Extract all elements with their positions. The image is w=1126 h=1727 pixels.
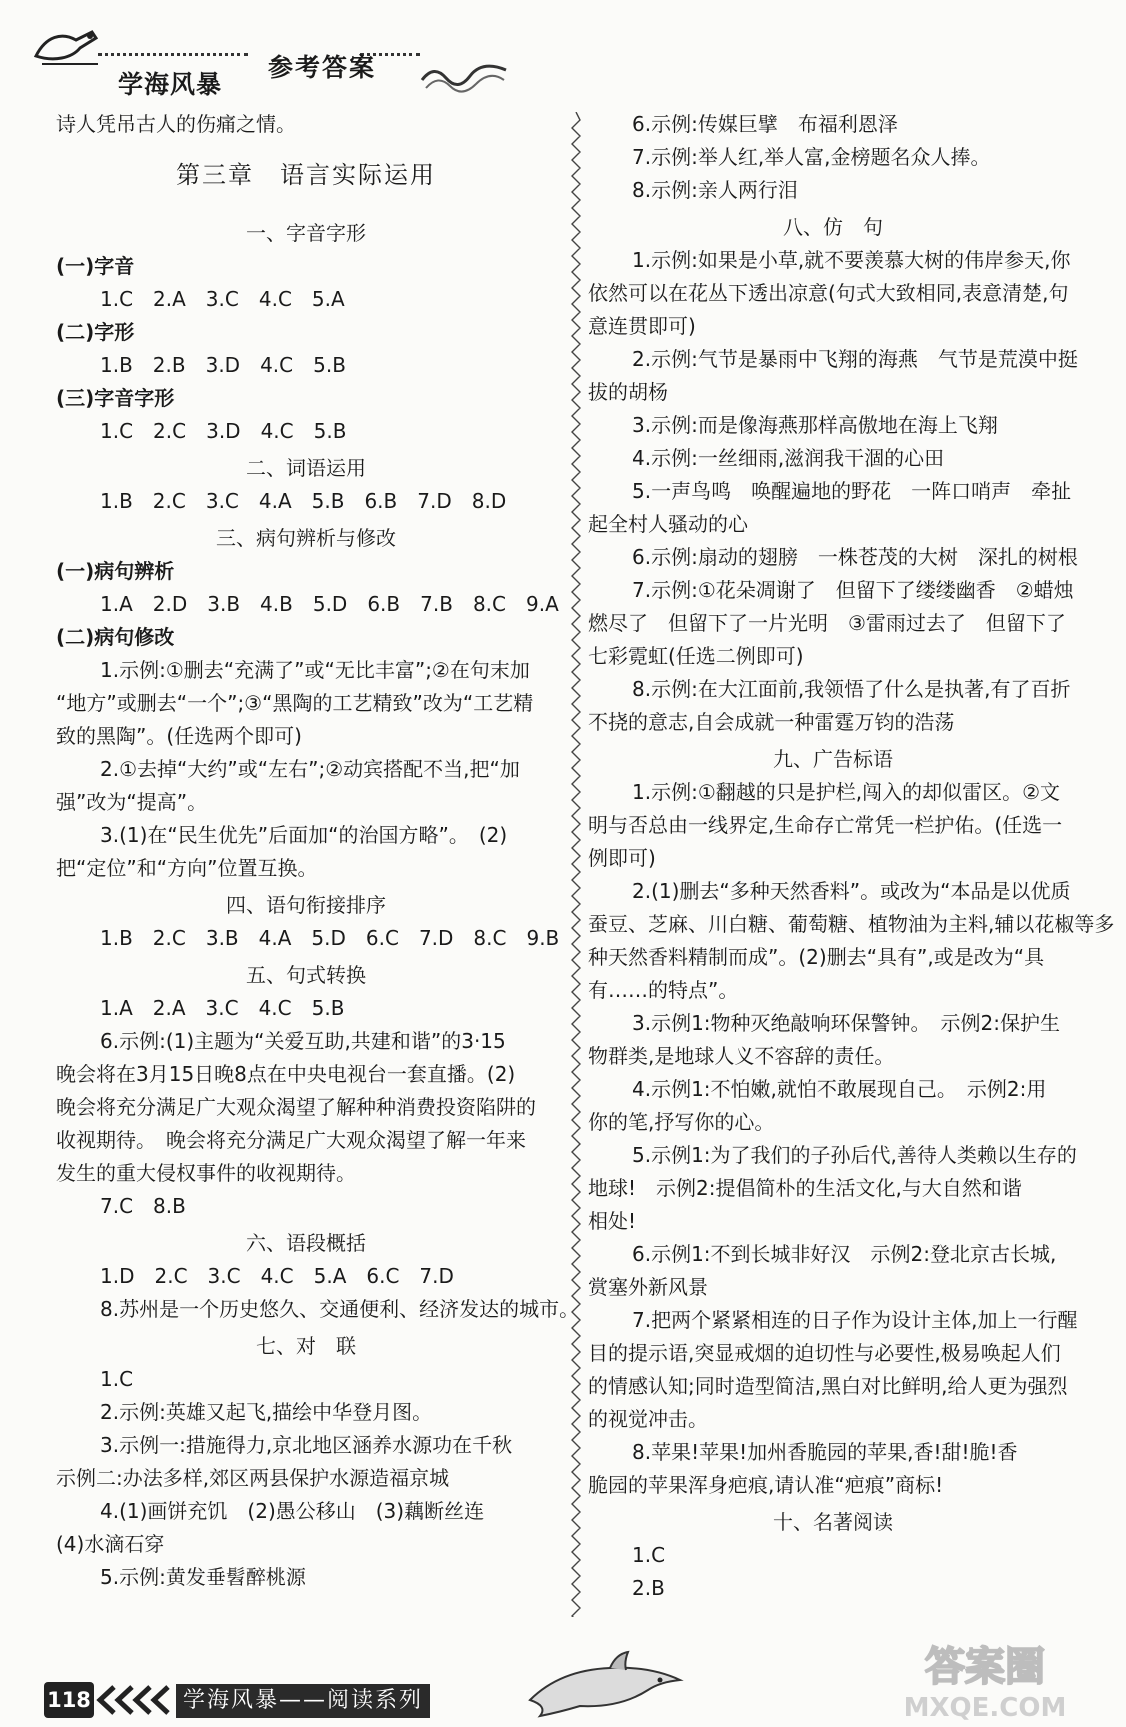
series-title: 学海风暴——阅读系列 <box>176 1684 430 1718</box>
answer-line: 2.示例:气节是暴雨中飞翔的海燕 气节是荒漠中挺 <box>632 347 1078 371</box>
brand-title: 学海风暴 <box>118 70 223 99</box>
answer-line: 1.C 2.A 3.C 4.C 5.A <box>100 287 345 311</box>
section-heading: 十、名著阅读 <box>773 1510 893 1534</box>
answer-line: 1.示例:①删去“充满了”或“无比丰富”;②在句末加 <box>100 658 530 682</box>
answer-line: 1.D 2.C 3.C 4.C 5.A 6.C 7.D <box>100 1264 454 1288</box>
answer-column-left <box>56 108 580 1594</box>
answer-line: 你的笔,抒写你的心。 <box>588 1110 775 1134</box>
answer-line: 8.苹果!苹果!加州香脆园的苹果,香!甜!脆!香 <box>632 1440 1018 1464</box>
section-heading: 六、语段概括 <box>246 1231 366 1255</box>
section-heading: 五、句式转换 <box>246 963 366 987</box>
answer-line: 晚会将充分满足广大观众渴望了解种种消费投资陷阱的 <box>56 1095 536 1119</box>
answer-line: 7.示例:举人红,举人富,金榜题名众人捧。 <box>632 145 991 169</box>
answer-line: 2.示例:英雄又起飞,描绘中华登月图。 <box>100 1400 433 1424</box>
answer-line: 收视期待。 晚会将充分满足广大观众渴望了解一年来 <box>56 1128 526 1152</box>
answer-line: 8.示例:亲人两行泪 <box>632 178 798 202</box>
watermark-logo <box>860 1638 1110 1724</box>
answer-line: 脆园的苹果浑身疤痕,请认准“疤痕”商标! <box>588 1473 944 1497</box>
answer-line: 示例二:办法多样,郊区两县保护水源造福京城 <box>56 1466 450 1490</box>
answer-line: 致的黑陶”。(任选两个即可) <box>56 724 302 748</box>
dolphin-icon <box>520 1650 700 1720</box>
wave-icon <box>420 60 508 94</box>
answer-line: 8.苏州是一个历史悠久、交通便利、经济发达的城市。 <box>100 1297 580 1321</box>
answer-line: 2.(1)删去“多种天然香料”。或改为“本品是以优质 <box>632 879 1071 903</box>
answer-line: 8.示例:在大江面前,我领悟了什么是执著,有了百折 <box>632 677 1071 701</box>
answer-line: 地球! 示例2:提倡简朴的生活文化,与大自然和谐 <box>588 1176 1022 1200</box>
answer-line: 拔的胡杨 <box>588 380 668 404</box>
svg-text:MXQE.COM: MXQE.COM <box>903 1693 1067 1723</box>
answer-line: 4.示例1:不怕嫩,就怕不敢展现自己。 示例2:用 <box>632 1077 1047 1101</box>
subsection-heading: (一)病句辨析 <box>56 559 175 583</box>
answer-line: (4)水滴石穿 <box>56 1532 165 1556</box>
page-footer <box>0 1630 1126 1727</box>
answer-line: 5.一声鸟鸣 唤醒遍地的野花 一阵口哨声 牵扯 <box>632 479 1072 503</box>
answer-line: 7.示例:①花朵凋谢了 但留下了缕缕幽香 ②蜡烛 <box>632 578 1074 602</box>
answer-line: 5.示例:黄发垂髫醉桃源 <box>100 1565 306 1589</box>
answer-line: 起全村人骚动的心 <box>588 512 748 536</box>
subsection-heading: (二)字形 <box>56 320 135 344</box>
answer-line: 7.C 8.B <box>100 1194 186 1218</box>
answer-line: 1.B 2.C 3.C 4.A 5.B 6.B 7.D 8.D <box>100 489 507 513</box>
answer-line: “地方”或删去“一个”;③“黑陶的工艺精致”改为“工艺精 <box>56 691 534 715</box>
answer-line: 物群类,是地球人义不容辞的责任。 <box>588 1044 895 1068</box>
answer-line: 1.B 2.B 3.D 4.C 5.B <box>100 353 346 377</box>
answer-line: 1.C 2.C 3.D 4.C 5.B <box>100 419 347 443</box>
answer-line: 6.示例:(1)主题为“关爱互助,共建和谐”的3·15 <box>100 1029 506 1053</box>
answer-line: 6.示例:传媒巨擘 布福利恩泽 <box>632 112 898 136</box>
answer-line: 燃尽了 但留下了一片光明 ③雷雨过去了 但留下了 <box>588 611 1066 635</box>
answer-line: 1.C <box>100 1367 134 1391</box>
answer-column-right <box>588 108 1115 1605</box>
pen-icon <box>32 26 102 70</box>
section-heading: 一、字音字形 <box>246 221 366 245</box>
answer-line: 4.示例:一丝细雨,滋润我干涸的心田 <box>632 446 945 470</box>
subsection-heading: (三)字音字形 <box>56 386 175 410</box>
section-heading: 四、语句衔接排序 <box>226 893 386 917</box>
answer-line: 例即可) <box>588 846 656 870</box>
answer-line: 七彩霓虹(任选二例即可) <box>588 644 804 668</box>
answer-line: 种天然香料精制而成”。(2)删去“具有”,或是改为“具 <box>588 945 1045 969</box>
answer-line: 1.示例:如果是小草,就不要羡慕大树的伟岸参天,你 <box>632 248 1071 272</box>
answer-line: 3.示例一:措施得力,京北地区涵养水源功在千秋 <box>100 1433 513 1457</box>
subsection-heading: (一)字音 <box>56 254 135 278</box>
answer-line: 明与否总由一线界定,生命存亡常凭一栏护佑。(任选一 <box>588 813 1063 837</box>
answer-line: 4.(1)画饼充饥 (2)愚公移山 (3)藕断丝连 <box>100 1499 485 1523</box>
answer-line: 2.B <box>632 1576 665 1600</box>
answer-line: 1.示例:①翻越的只是护栏,闯入的却似雷区。②文 <box>632 780 1061 804</box>
section-heading: 二、词语运用 <box>246 456 366 480</box>
chapter-title: 第三章 语言实际运用 <box>176 161 436 189</box>
section-heading: 三、病句辨析与修改 <box>216 526 396 550</box>
subsection-heading: (二)病句修改 <box>56 625 175 649</box>
answer-line: 3.示例:而是像海燕那样高傲地在海上飞翔 <box>632 413 998 437</box>
answer-line: 不挠的意志,自会成就一种雷霆万钧的浩荡 <box>588 710 955 734</box>
chevrons-icon <box>96 1683 174 1717</box>
answer-line: 的视觉冲击。 <box>588 1407 708 1431</box>
answer-line: 1.A 2.A 3.C 4.C 5.B <box>100 996 345 1020</box>
answer-line: 发生的重大侵权事件的收视期待。 <box>56 1161 356 1185</box>
answer-line: 6.示例:扇动的翅膀 一株苍茂的大树 深扎的树根 <box>632 545 1078 569</box>
section-heading: 八、仿 句 <box>783 215 883 239</box>
answer-line: 依然可以在花丛下透出凉意(句式大致相同,表意清楚,句 <box>588 281 1069 305</box>
section-heading: 九、广告标语 <box>773 747 893 771</box>
answer-line: 3.(1)在“民生优先”后面加“的治国方略”。 (2) <box>100 823 508 847</box>
answer-line: 的情感认知;同时造型简洁,黑白对比鲜明,给人更为强烈 <box>588 1374 1068 1398</box>
section-tag: 参考答案 <box>268 53 377 82</box>
answer-line: 强”改为“提高”。 <box>56 790 208 814</box>
answer-line: 目的提示语,突显戒烟的迫切性与必要性,极易唤起人们 <box>588 1341 1061 1365</box>
answer-line: 7.把两个紧紧相连的日子作为设计主体,加上一行醒 <box>632 1308 1078 1332</box>
column-divider <box>569 112 583 1617</box>
answer-line: 3.示例1:物种灭绝敲响环保警钟。 示例2:保护生 <box>632 1011 1061 1035</box>
answer-line: 1.A 2.D 3.B 4.B 5.D 6.B 7.B 8.C 9.A <box>100 592 559 616</box>
answer-line: 意连贯即可) <box>588 314 696 338</box>
answer-line: 晚会将在3月15日晚8点在中央电视台一套直播。(2) <box>56 1062 516 1086</box>
answer-line: 5.示例1:为了我们的子孙后代,善待人类赖以生存的 <box>632 1143 1077 1167</box>
page-number: 118 <box>44 1682 94 1718</box>
answer-line: 赏塞外新风景 <box>588 1275 708 1299</box>
answer-line: 2.①去掉“大约”或“左右”;②动宾搭配不当,把“加 <box>100 757 520 781</box>
answer-line: 蚕豆、芝麻、川白糖、葡萄糖、植物油为主料,辅以花椒等多 <box>588 912 1115 936</box>
answer-line: 把“定位”和“方向”位置互换。 <box>56 856 318 880</box>
answer-line: 相处! <box>588 1209 637 1233</box>
answer-line: 诗人凭吊古人的伤痛之情。 <box>56 112 296 136</box>
header-dotted-rule <box>98 53 248 56</box>
section-heading: 七、对 联 <box>256 1334 356 1358</box>
answer-line: 1.C <box>632 1543 666 1567</box>
answer-line: 1.B 2.C 3.B 4.A 5.D 6.C 7.D 8.C 9.B <box>100 926 560 950</box>
answer-line: 有……的特点”。 <box>588 978 739 1002</box>
page-header <box>0 0 1126 105</box>
svg-text:答案圈: 答案圈 <box>925 1644 1045 1690</box>
answer-line: 6.示例1:不到长城非好汉 示例2:登北京古长城, <box>632 1242 1057 1266</box>
